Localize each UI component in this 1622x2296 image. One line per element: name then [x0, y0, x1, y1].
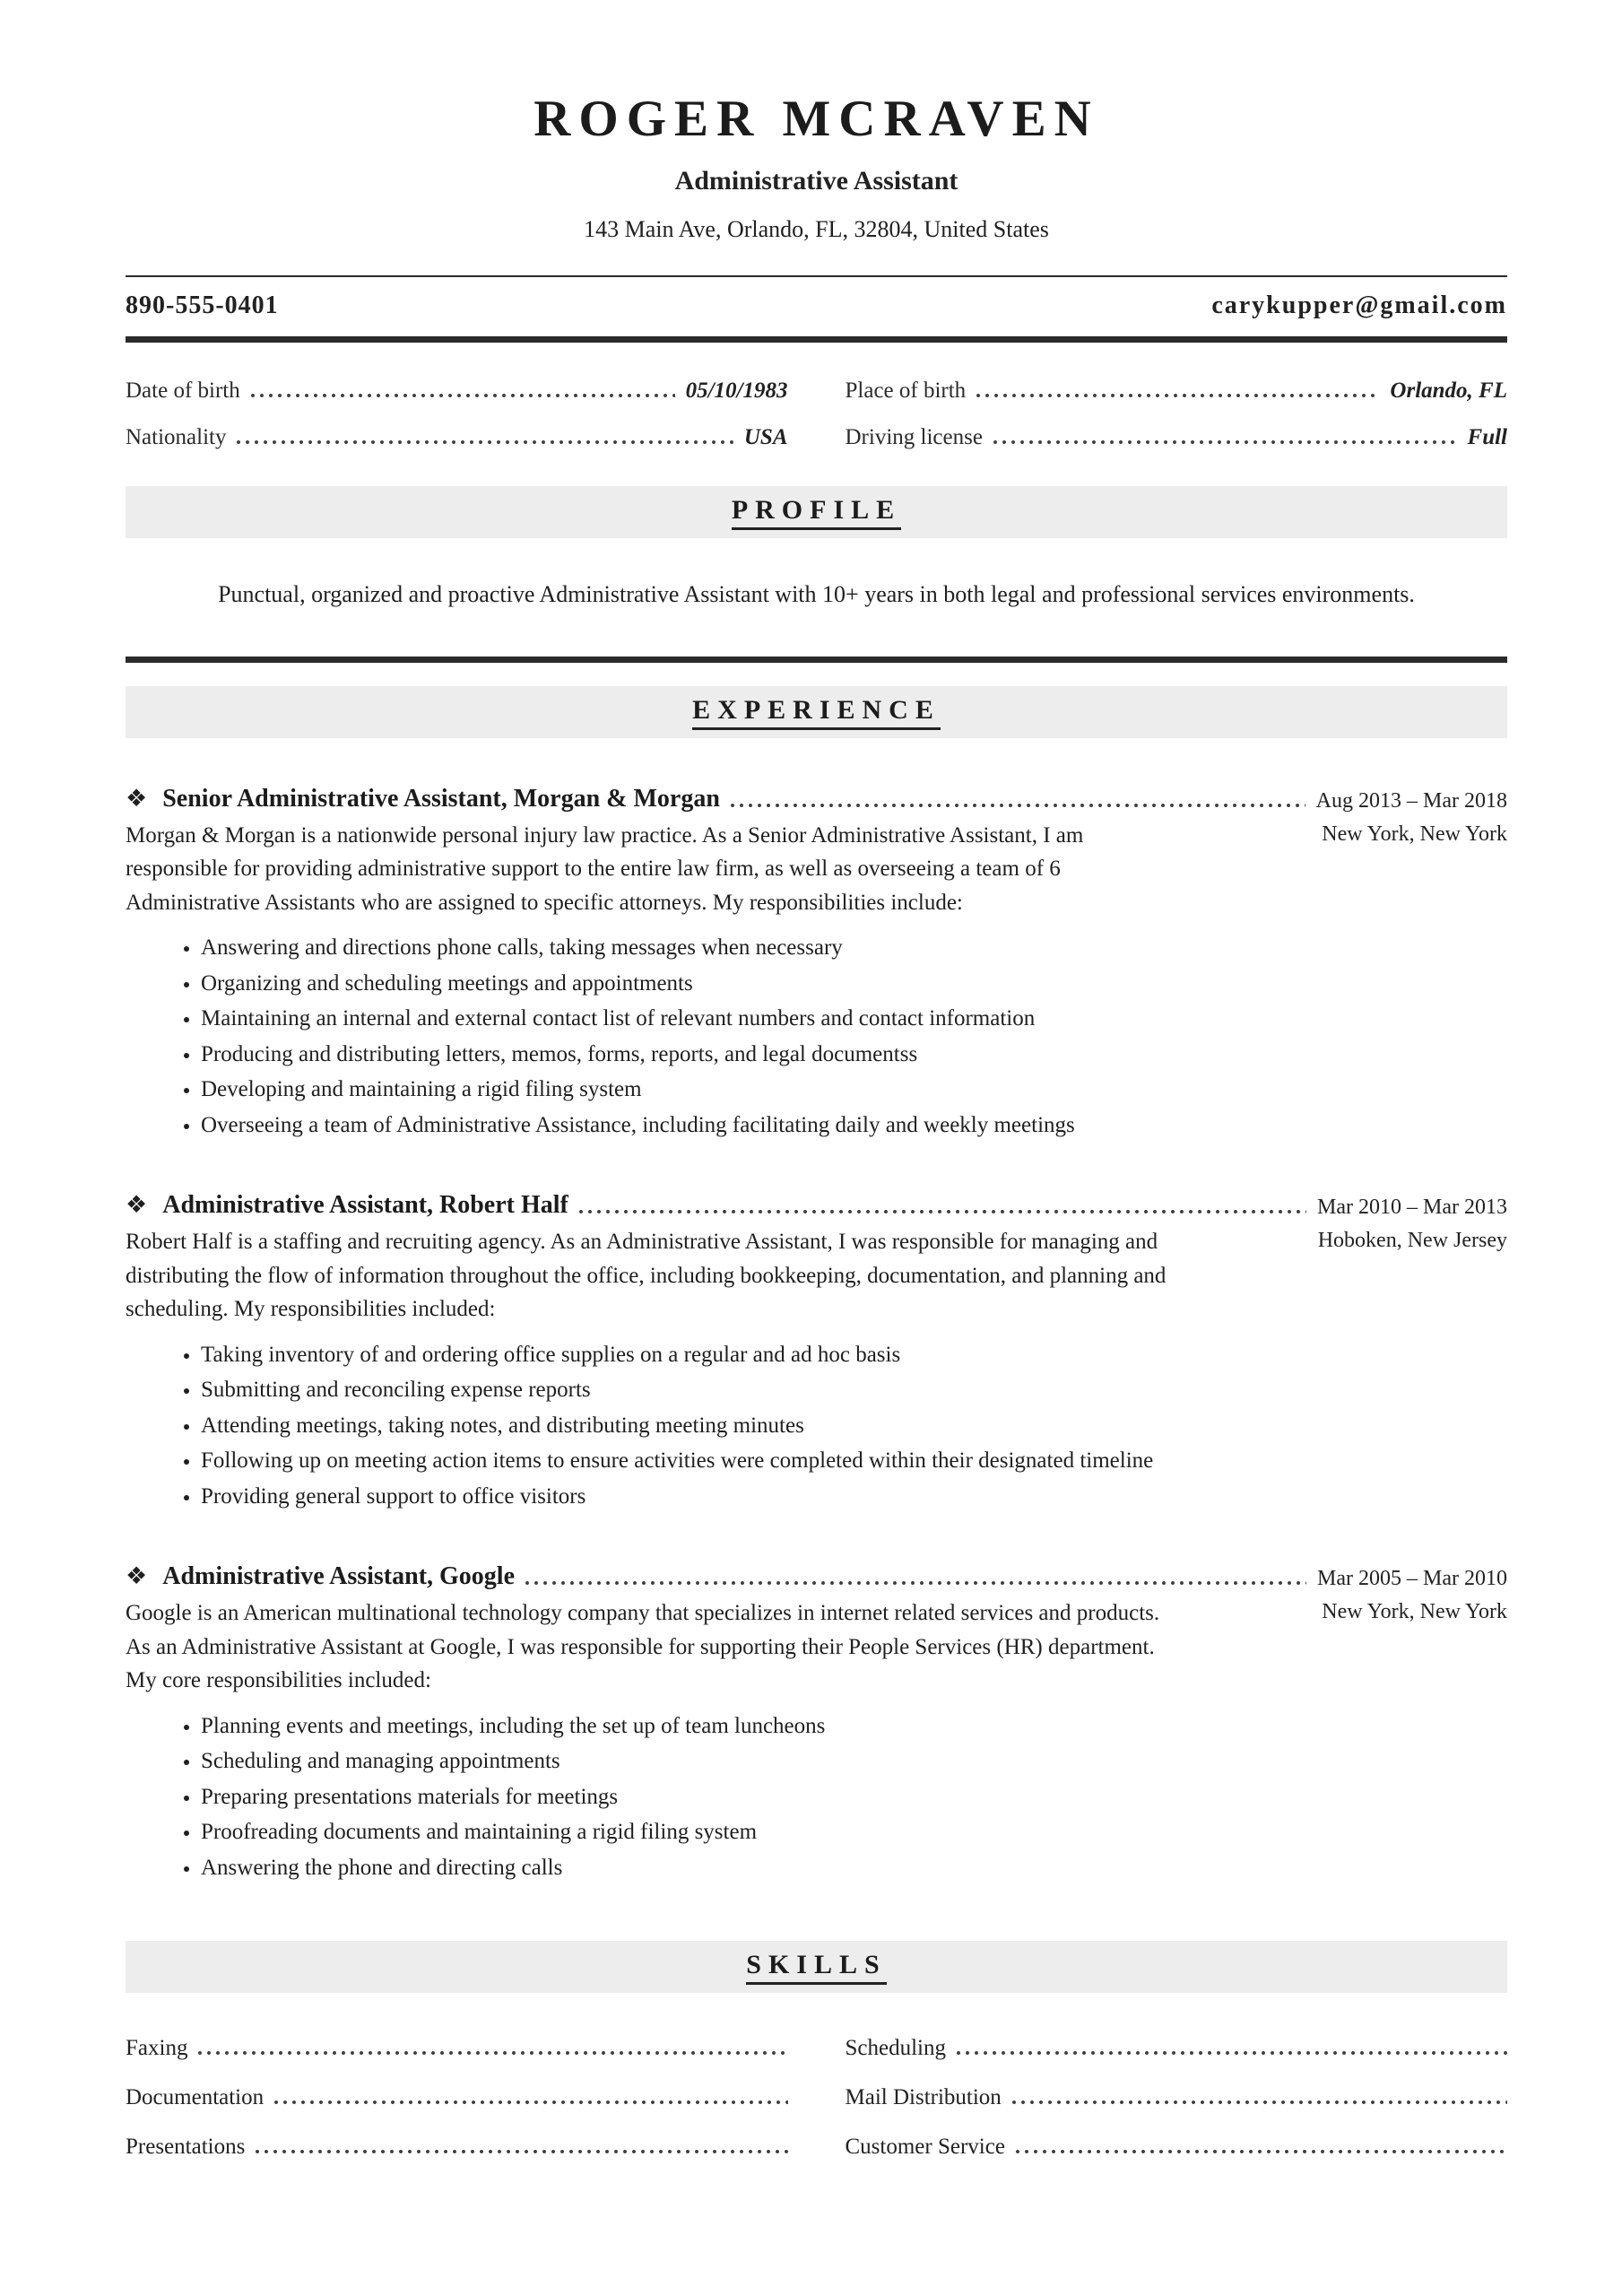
experience-heading: EXPERIENCE: [692, 695, 941, 730]
experience-job-2: [126, 1191, 1507, 1516]
dotted-leader: [256, 2150, 787, 2153]
bullet-item: • Answering the phone and directing calls: [201, 1852, 1175, 1884]
bullet-item: • Preparing presentations materials for meetings: [201, 1781, 1175, 1813]
job-title: Senior Administrative Assistant, Morgan & Morgan: [162, 784, 720, 813]
bullet-item: • Proofreading documents and maintaining a rigid filing system: [201, 1816, 1175, 1848]
profile-heading: PROFILE: [732, 495, 901, 530]
bullet-item: • Scheduling and managing appointments: [201, 1745, 1175, 1778]
dotted-leader: [198, 2051, 787, 2055]
dotted-leader: [579, 1210, 1306, 1213]
job-description: Morgan & Morgan is a nationwide personal injury law practice. As a Senior Administrative Assistant, I am responsible for providing administrative support to the entire law firm, as well as overseeing a team of 6 Administrative Assistants who are assigned to specific attorneys. My responsibilities include:: [126, 822, 1084, 915]
skills-column-right: [846, 2036, 1508, 2184]
person-address: 143 Main Ave, Orlando, FL, 32804, United States: [584, 216, 1049, 242]
bullet-item: • Organizing and scheduling meetings and appointments: [201, 968, 1175, 1000]
dotted-leader: [1012, 2100, 1507, 2104]
person-job-title: Administrative Assistant: [674, 166, 958, 196]
skill-row: [846, 2085, 1508, 2110]
contact-row: [126, 277, 1507, 336]
job-title: Administrative Assistant, Google: [162, 1562, 515, 1591]
job-dates: Mar 2005 – Mar 2010: [1317, 1567, 1507, 1591]
divider-double: [126, 336, 1507, 343]
dotted-leader: [731, 804, 1305, 807]
field-value: Orlando, FL: [1390, 378, 1507, 403]
skill-label: Presentations: [126, 2135, 246, 2160]
personal-row-driving-license: [846, 425, 1508, 450]
job-heading-row: [126, 1562, 1507, 1591]
field-label: Driving license: [845, 425, 983, 449]
skill-row: [126, 2085, 788, 2110]
divider-double: [126, 657, 1507, 663]
email-address: carykupper@gmail.com: [1211, 291, 1507, 319]
four-diamonds-icon: ❖: [126, 1562, 148, 1590]
personal-column-right: [846, 378, 1508, 472]
bullet-item: • Producing and distributing letters, memos, forms, reports, and legal documentss: [201, 1039, 1175, 1071]
bullet-item: • Developing and maintaining a rigid filing system: [201, 1074, 1175, 1106]
job-dates: Aug 2013 – Mar 2018: [1315, 788, 1507, 813]
dotted-leader: [993, 440, 1457, 444]
job-location: New York, New York: [1322, 822, 1507, 846]
experience-section-header: [126, 686, 1507, 738]
skill-label: Faxing: [126, 2036, 188, 2061]
skills-section-header: [126, 1941, 1507, 1993]
job-bullets: [126, 932, 1175, 1141]
profile-text: Punctual, organized and proactive Administrative Assistant with 10+ years in both legal and professional services environments.: [218, 581, 1415, 607]
bullet-item: • Submitting and reconciling expense reports: [201, 1374, 1175, 1406]
profile-section-header: [126, 486, 1507, 538]
field-value: 05/10/1983: [685, 378, 788, 403]
person-name: ROGER MCRAVEN: [533, 91, 1099, 147]
dotted-leader: [1016, 2150, 1507, 2153]
four-diamonds-icon: ❖: [126, 1191, 148, 1219]
dotted-leader: [251, 394, 675, 397]
job-heading-row: [126, 1191, 1507, 1220]
personal-row-nationality: [126, 425, 788, 450]
job-description: Google is an American multinational technology company that specializes in internet related services and products. As an Administrative Assistant at Google, I was responsible for supporting their People Services (HR) department. My core responsibilities included:: [126, 1601, 1160, 1693]
skills-grid: [126, 2036, 1507, 2184]
job-description: Robert Half is a staffing and recruiting agency. As an Administrative Assistant, I was responsible for managing and distributing the flow of information throughout the office, including bookkeeping, documentation, and planning and scheduling. My responsibilities included:: [126, 1230, 1167, 1322]
four-diamonds-icon: ❖: [126, 784, 148, 812]
skill-label: Customer Service: [845, 2135, 1005, 2160]
field-label: Place of birth: [845, 378, 967, 403]
bullet-item: • Planning events and meetings, including the set up of team luncheons: [201, 1710, 1175, 1743]
field-label: Nationality: [126, 425, 227, 449]
personal-details: [126, 378, 1507, 472]
job-title: Administrative Assistant, Robert Half: [162, 1191, 568, 1220]
phone-number: 890-555-0401: [126, 291, 279, 319]
dotted-leader: [237, 440, 733, 444]
dotted-leader: [957, 2051, 1507, 2055]
personal-row-date-of-birth: [126, 378, 788, 404]
field-value: USA: [743, 425, 788, 449]
job-dates: Mar 2010 – Mar 2013: [1317, 1196, 1507, 1220]
job-location: New York, New York: [1322, 1600, 1507, 1624]
experience-job-1: [126, 785, 1507, 1145]
experience-job-3: [126, 1562, 1507, 1887]
job-location: Hoboken, New Jersey: [1317, 1229, 1507, 1253]
field-value: Full: [1467, 425, 1507, 449]
bullet-item: • Maintaining an internal and external contact list of relevant numbers and contact information: [201, 1003, 1175, 1035]
skills-column-left: [126, 2036, 788, 2184]
bullet-item: • Following up on meeting action items to ensure activities were completed within their designated timeline: [201, 1445, 1175, 1477]
bullet-item: • Attending meetings, taking notes, and distributing meeting minutes: [201, 1410, 1175, 1442]
bullet-item: • Answering and directions phone calls, taking messages when necessary: [201, 932, 1175, 964]
personal-column-left: [126, 378, 788, 472]
skill-label: Documentation: [126, 2085, 265, 2110]
bullet-item: • Overseeing a team of Administrative Assistance, including facilitating daily and weekly meetings: [201, 1109, 1175, 1142]
skill-row: [846, 2135, 1508, 2160]
skill-label: Scheduling: [845, 2036, 946, 2061]
skill-row: [126, 2036, 788, 2061]
dotted-leader: [525, 1581, 1306, 1585]
skill-row: [846, 2036, 1508, 2061]
field-label: Date of birth: [126, 378, 240, 403]
personal-row-place-of-birth: [846, 378, 1508, 404]
job-bullets: [126, 1710, 1175, 1884]
bullet-item: • Providing general support to office visitors: [201, 1481, 1175, 1513]
job-bullets: [126, 1339, 1175, 1513]
job-heading-row: [126, 785, 1507, 813]
skill-row: [126, 2135, 788, 2160]
dotted-leader: [976, 394, 1379, 397]
dotted-leader: [274, 2100, 787, 2104]
skill-label: Mail Distribution: [845, 2085, 1002, 2110]
skills-heading: SKILLS: [746, 1950, 886, 1985]
bullet-item: • Taking inventory of and ordering office supplies on a regular and ad hoc basis: [201, 1339, 1175, 1371]
resume-page: [126, 90, 1507, 2184]
